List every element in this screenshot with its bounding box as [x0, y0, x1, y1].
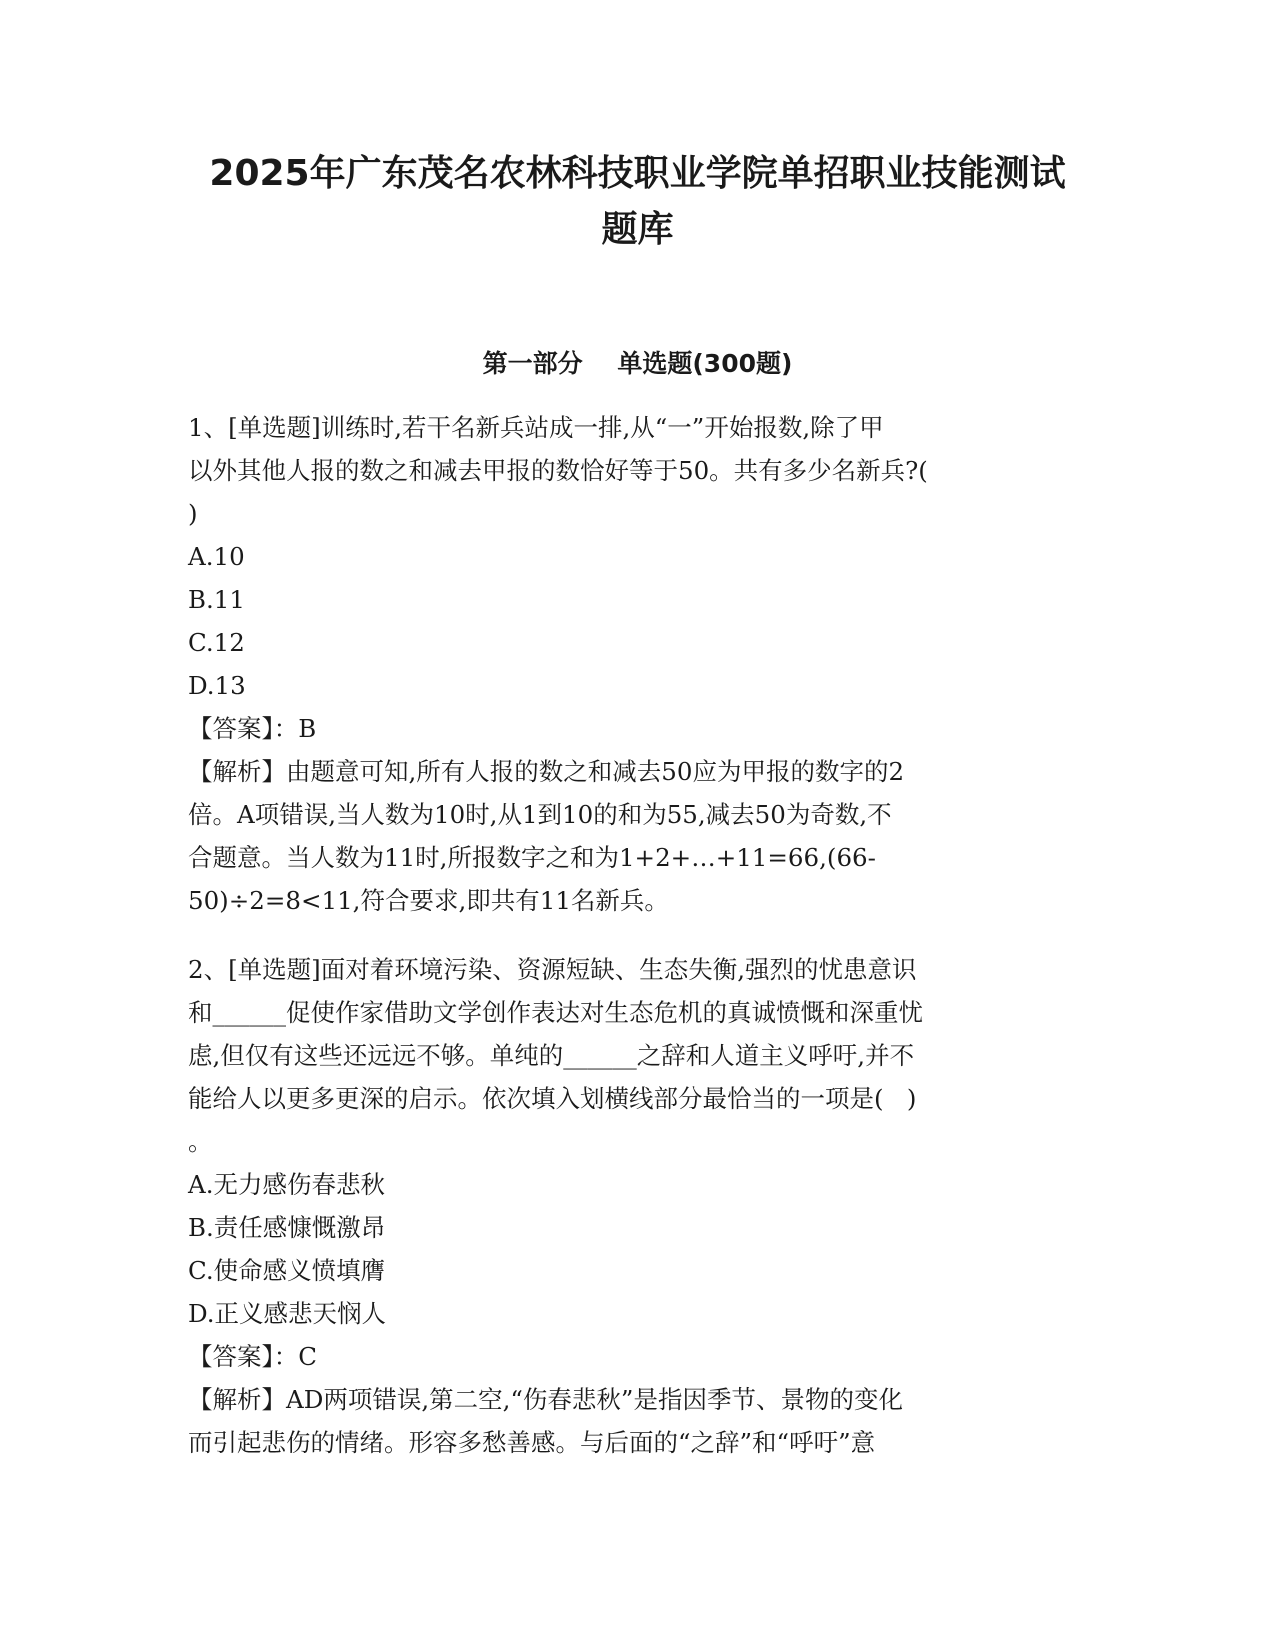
question-2-options	[188, 1163, 1088, 1335]
question-1-answer: 【答案】：B	[188, 714, 317, 743]
question-stem-line: )	[188, 499, 198, 528]
question-1-options	[188, 535, 1088, 707]
question-stem-line: 能给人以更多更深的启示。依次填入划横线部分最恰当的一项是( )	[188, 1084, 917, 1113]
option-d: D.正义感悲天悯人	[188, 1299, 387, 1328]
question-1	[188, 406, 1088, 922]
question-1-stem	[188, 406, 1088, 535]
explanation-line: 【解析】AD两项错误,第二空,“伤春悲秋”是指因季节、景物的变化	[188, 1385, 903, 1414]
question-2-explanation	[188, 1378, 1088, 1464]
document-title-line-1: 2025年广东茂名农林科技职业学院单招职业技能测试	[209, 153, 1066, 194]
explanation-line: 而引起悲伤的情绪。形容多愁善感。与后面的“之辞”和“呼吁”意	[188, 1428, 876, 1457]
option-c: C.12	[188, 628, 245, 657]
option-c: C.使命感义愤填膺	[188, 1256, 386, 1285]
option-a: A.10	[188, 542, 245, 571]
section-title: 第一部分 单选题(300题)	[482, 349, 793, 378]
option-d: D.13	[188, 671, 246, 700]
document-title	[150, 146, 1125, 258]
explanation-line: 倍。A项错误,当人数为10时,从1到10的和为55,减去50为奇数,不	[188, 800, 892, 829]
question-1-explanation	[188, 750, 1088, 922]
option-b: B.11	[188, 585, 245, 614]
question-2-answer: 【答案】：C	[188, 1342, 317, 1371]
question-stem-line: 虑,但仅有这些还远远不够。单纯的______之辞和人道主义呼吁,并不	[188, 1041, 915, 1070]
question-stem-line: 和______促使作家借助文学创作表达对生态危机的真诚愤慨和深重忧	[188, 998, 923, 1027]
explanation-line: 【解析】由题意可知,所有人报的数之和减去50应为甲报的数字的2	[188, 757, 905, 786]
option-a: A.无力感伤春悲秋	[188, 1170, 385, 1199]
option-b: B.责任感慷慨激昂	[188, 1213, 386, 1242]
explanation-line: 50)÷2=8<11,符合要求,即共有11名新兵。	[188, 886, 669, 915]
explanation-line: 合题意。当人数为11时,所报数字之和为1+2+…+11=66,(66-	[188, 843, 876, 872]
question-2-stem	[188, 948, 1088, 1163]
question-stem-line: 以外其他人报的数之和减去甲报的数恰好等于50。共有多少名新兵?(	[188, 456, 928, 485]
question-2	[188, 948, 1088, 1464]
document-title-line-2: 题库	[601, 209, 674, 250]
question-stem-line: 。	[188, 1127, 213, 1156]
question-stem-line: 2、[单选题]面对着环境污染、资源短缺、生态失衡,强烈的忧患意识	[188, 955, 917, 984]
question-stem-line: 1、[单选题]训练时,若干名新兵站成一排,从“一”开始报数,除了甲	[188, 413, 884, 442]
